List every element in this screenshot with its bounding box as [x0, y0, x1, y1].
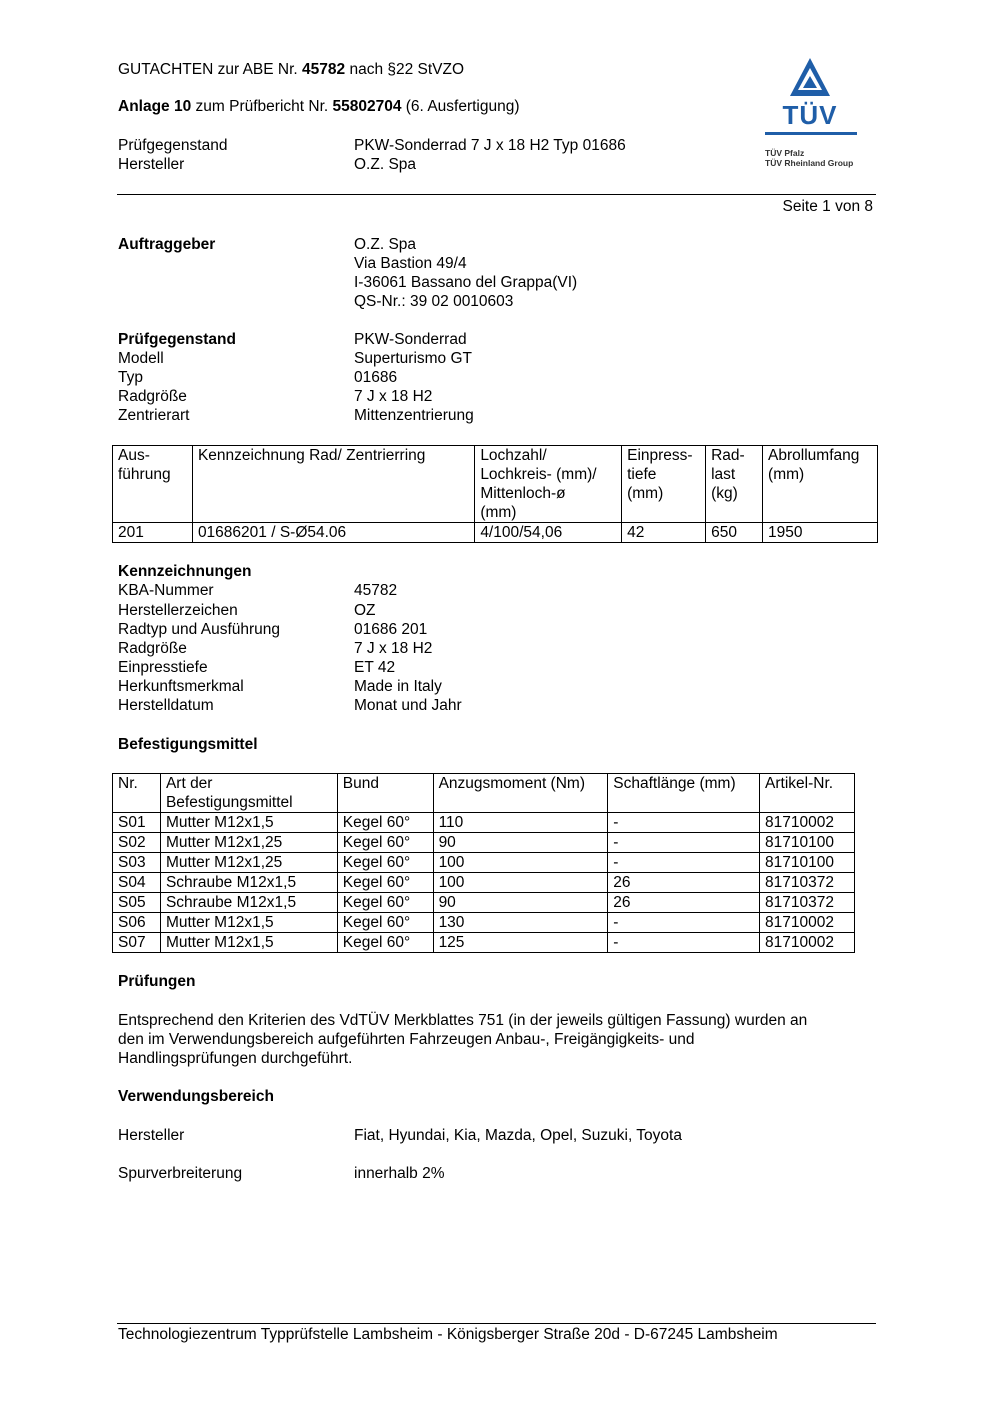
- table-header-cell: Nr.: [113, 774, 161, 813]
- table-cell: 81710372: [760, 873, 855, 893]
- table-cell: S06: [113, 913, 161, 933]
- table-header-cell: Bund: [337, 774, 433, 813]
- table-cell: Kegel 60°: [337, 833, 433, 853]
- table-cell: 81710002: [760, 933, 855, 953]
- marking-value: 45782: [354, 582, 398, 599]
- footer-rule: [117, 1323, 876, 1324]
- table-cell: Mutter M12x1,5: [160, 813, 337, 833]
- logo-subtitle-1: TÜV Pfalz: [765, 148, 805, 158]
- table-cell: S01: [113, 813, 161, 833]
- marking-value: Monat und Jahr: [354, 697, 462, 714]
- marking-label: Herstelldatum: [118, 697, 214, 714]
- markings-heading: Kennzeichnungen: [118, 563, 252, 580]
- test-report-number: 55802704: [332, 98, 402, 115]
- client-line: I-36061 Bassano del Grappa(VI): [354, 274, 578, 291]
- table-header-cell: Artikel-Nr.: [760, 774, 855, 813]
- table-cell: 81710002: [760, 913, 855, 933]
- table-header-cell: Einpress- tiefe (mm): [622, 446, 706, 523]
- table-cell: Kegel 60°: [337, 813, 433, 833]
- tests-heading: Prüfungen: [118, 973, 196, 990]
- subject-label: Typ: [118, 369, 143, 386]
- table-cell: 100: [433, 873, 608, 893]
- table-cell: Kegel 60°: [337, 853, 433, 873]
- subject-label: Radgröße: [118, 388, 187, 405]
- table-cell: 90: [433, 833, 608, 853]
- subject-value: 7 J x 18 H2: [354, 388, 433, 405]
- table-header-cell: Rad- last (kg): [706, 446, 763, 523]
- table-cell: 26: [608, 873, 760, 893]
- logo-subtitle-2: TÜV Rheinland Group: [765, 158, 854, 168]
- tests-paragraph-line: den im Verwendungsbereich aufgeführten Fahrzeugen Anbau-, Freigängigkeits- und: [118, 1031, 695, 1048]
- table-row: [113, 873, 855, 893]
- table-cell: 26: [608, 893, 760, 913]
- tuv-logo: [760, 56, 860, 172]
- fasteners-table: [112, 773, 855, 953]
- table-cell: 1950: [763, 523, 878, 543]
- client-line: Via Bastion 49/4: [354, 255, 467, 272]
- table-cell: S05: [113, 893, 161, 913]
- table-cell: Mutter M12x1,5: [160, 933, 337, 953]
- table-cell: 100: [433, 853, 608, 873]
- table-cell: 130: [433, 913, 608, 933]
- table-cell: 125: [433, 933, 608, 953]
- table-cell: -: [608, 913, 760, 933]
- marking-value: Made in Italy: [354, 678, 442, 695]
- tuv-triangle-icon: [760, 56, 860, 100]
- tests-paragraph-line: Handlingsprüfungen durchgeführt.: [118, 1050, 353, 1067]
- table-cell: -: [608, 853, 760, 873]
- subject-heading: Prüfgegenstand: [118, 331, 236, 348]
- marking-label: Radtyp und Ausführung: [118, 621, 281, 638]
- table-cell: S02: [113, 833, 161, 853]
- usage-value: Fiat, Hyundai, Kia, Mazda, Opel, Suzuki, Toyota: [354, 1127, 682, 1144]
- table-cell: -: [608, 813, 760, 833]
- wheel-table: [112, 445, 878, 543]
- header-value-manufacturer: O.Z. Spa: [354, 156, 417, 173]
- table-row: [113, 893, 855, 913]
- table-cell: S03: [113, 853, 161, 873]
- appendix-line: [118, 97, 520, 116]
- table-cell: 201: [113, 523, 193, 543]
- table-cell: 650: [706, 523, 763, 543]
- table-cell: S04: [113, 873, 161, 893]
- table-cell: 90: [433, 893, 608, 913]
- marking-label: Herstellerzeichen: [118, 602, 238, 619]
- logo-underline: [765, 132, 857, 135]
- table-cell: Kegel 60°: [337, 873, 433, 893]
- abe-number: 45782: [302, 61, 346, 78]
- table-header-cell: Art der Befestigungsmittel: [160, 774, 337, 813]
- fasteners-heading: Befestigungsmittel: [118, 736, 258, 753]
- subject-value: Superturismo GT: [354, 350, 473, 367]
- marking-label: Einpresstiefe: [118, 659, 208, 676]
- logo-text: TÜV: [782, 100, 838, 130]
- table-cell: Mutter M12x1,25: [160, 853, 337, 873]
- marking-value: 7 J x 18 H2: [354, 640, 433, 657]
- header-rule: [117, 194, 876, 195]
- table-cell: Schraube M12x1,5: [160, 873, 337, 893]
- appendix-label: Anlage 10: [118, 98, 192, 115]
- subject-label: Zentrierart: [118, 407, 190, 424]
- header-label-manufacturer: Hersteller: [118, 156, 185, 173]
- header-label-subject: Prüfgegenstand: [118, 137, 228, 154]
- client-heading: Auftraggeber: [118, 236, 216, 253]
- table-header-cell: Abrollumfang (mm): [763, 446, 878, 523]
- subject-heading-value: PKW-Sonderrad: [354, 331, 467, 348]
- table-cell: Kegel 60°: [337, 933, 433, 953]
- table-cell: Schraube M12x1,5: [160, 893, 337, 913]
- logo-subtitle: [765, 148, 853, 168]
- table-header-cell: Lochzahl/ Lochkreis- (mm)/ Mittenloch-ø (mm): [475, 446, 622, 523]
- table-header-cell: Anzugsmoment (Nm): [433, 774, 608, 813]
- marking-value: 01686 201: [354, 621, 428, 638]
- title-prefix: GUTACHTEN zur ABE Nr.: [118, 61, 303, 78]
- usage-label: Hersteller: [118, 1127, 185, 1144]
- table-row: [113, 933, 855, 953]
- table-header-cell: Kennzeichnung Rad/ Zentrierring: [192, 446, 474, 523]
- marking-value: ET 42: [354, 659, 396, 676]
- table-row: [113, 813, 855, 833]
- marking-label: KBA-Nummer: [118, 582, 214, 599]
- table-row: [113, 853, 855, 873]
- table-row: [113, 913, 855, 933]
- usage-label: Spurverbreiterung: [118, 1165, 243, 1182]
- table-row: [113, 833, 855, 853]
- table-cell: -: [608, 933, 760, 953]
- footer-address: Technologiezentrum Typprüfstelle Lambsheim - Königsberger Straße 20d - D-67245 Lambsheim: [118, 1326, 778, 1343]
- title-suffix: nach §22 StVZO: [345, 61, 465, 78]
- table-header-cell: Aus- führung: [113, 446, 193, 523]
- appendix-suffix: (6. Ausfertigung): [401, 98, 520, 115]
- table-header-cell: Schaftlänge (mm): [608, 774, 760, 813]
- subject-value: 01686: [354, 369, 398, 386]
- page-number: Seite 1 von 8: [782, 198, 873, 215]
- table-cell: 4/100/54,06: [475, 523, 622, 543]
- table-cell: 81710100: [760, 833, 855, 853]
- table-cell: S07: [113, 933, 161, 953]
- header-value-subject: PKW-Sonderrad 7 J x 18 H2 Typ 01686: [354, 137, 626, 154]
- table-row: [113, 523, 878, 543]
- marking-label: Radgröße: [118, 640, 187, 657]
- table-cell: 01686201 / S-Ø54.06: [192, 523, 474, 543]
- tests-paragraph-line: Entsprechend den Kriterien des VdTÜV Merkblattes 751 (in der jeweils gültigen Fassung) wurden an: [118, 1012, 808, 1029]
- client-line: O.Z. Spa: [354, 236, 417, 253]
- report-title-line: [118, 60, 464, 79]
- table-cell: Mutter M12x1,25: [160, 833, 337, 853]
- usage-heading: Verwendungsbereich: [118, 1088, 274, 1105]
- table-header-row: [113, 774, 855, 813]
- table-cell: 42: [622, 523, 706, 543]
- table-cell: 81710372: [760, 893, 855, 913]
- table-cell: -: [608, 833, 760, 853]
- marking-label: Herkunftsmerkmal: [118, 678, 244, 695]
- subject-value: Mittenzentrierung: [354, 407, 474, 424]
- marking-value: OZ: [354, 602, 376, 619]
- table-cell: 81710100: [760, 853, 855, 873]
- table-cell: 81710002: [760, 813, 855, 833]
- usage-value: innerhalb 2%: [354, 1165, 445, 1182]
- client-line: QS-Nr.: 39 02 0010603: [354, 293, 514, 310]
- appendix-mid: zum Prüfbericht Nr.: [191, 98, 333, 115]
- table-cell: Kegel 60°: [337, 893, 433, 913]
- subject-label: Modell: [118, 350, 164, 367]
- table-header-row: [113, 446, 878, 523]
- table-cell: Kegel 60°: [337, 913, 433, 933]
- table-cell: Mutter M12x1,5: [160, 913, 337, 933]
- table-cell: 110: [433, 813, 608, 833]
